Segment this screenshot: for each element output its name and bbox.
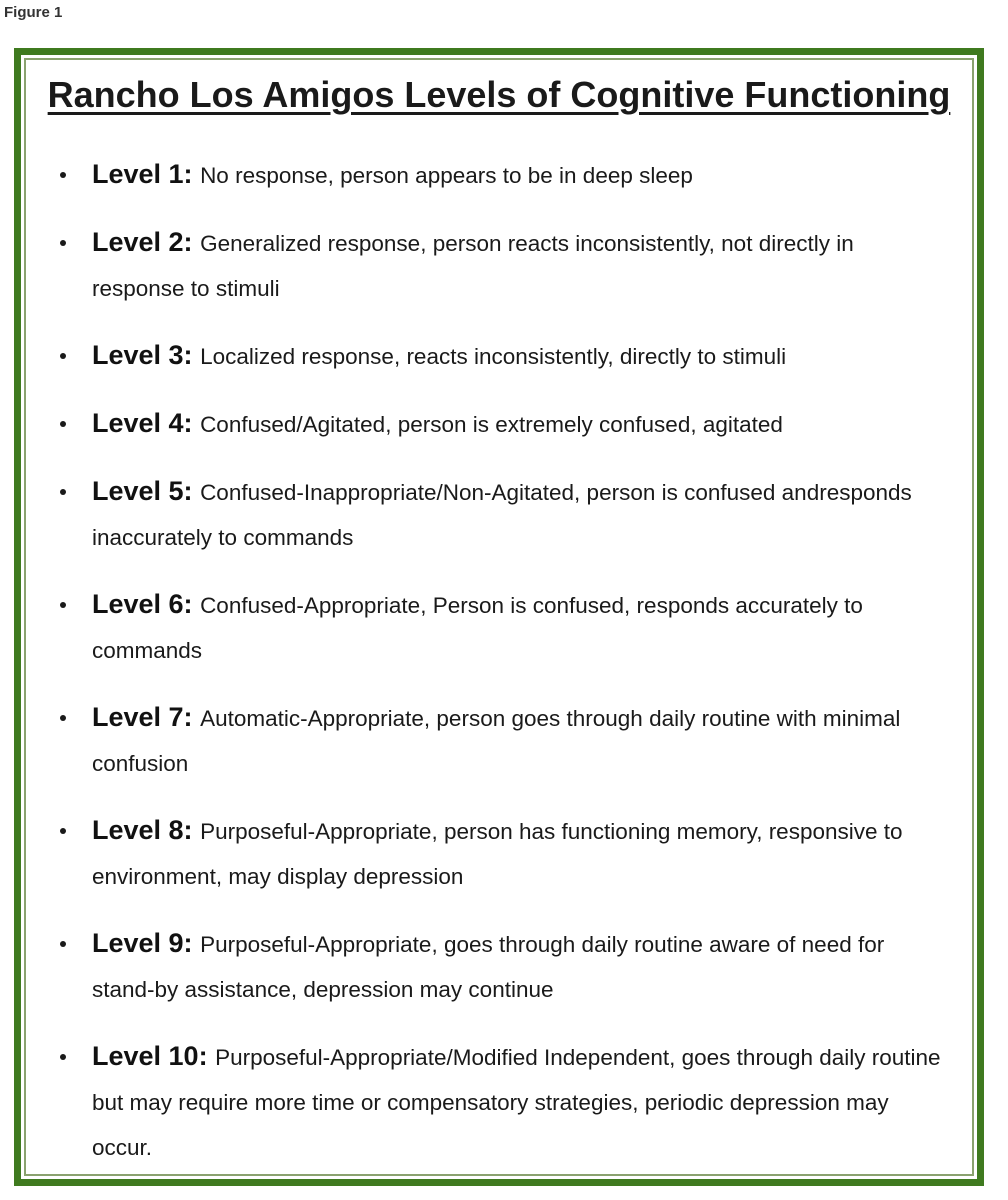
list-item-level-10 (54, 1034, 952, 1170)
level-description: Localized response, reacts inconsistently, directly to stimuli (200, 344, 787, 369)
bullet-icon (60, 941, 66, 947)
level-name: Level 2: (92, 227, 201, 257)
levels-frame (14, 48, 984, 1186)
level-name: Level 8: (92, 815, 201, 845)
level-name: Level 5: (92, 476, 201, 506)
level-name: Level 7: (92, 702, 201, 732)
list-item-level-6 (54, 582, 952, 673)
bullet-icon (60, 353, 66, 359)
level-name: Level 10: (92, 1041, 216, 1071)
level-description: No response, person appears to be in deep sleep (200, 163, 693, 188)
level-description: Purposeful-Appropriate, person has functioning memory, responsive to environment, may display depression (92, 819, 903, 889)
level-name: Level 1: (92, 159, 201, 189)
level-name: Level 6: (92, 589, 201, 619)
list-item-level-9 (54, 921, 952, 1012)
level-description: Confused-Appropriate, Person is confused, responds accurately to commands (92, 593, 863, 663)
levels-frame-inner (24, 58, 974, 1176)
level-description: Purposeful-Appropriate, goes through daily routine aware of need for stand-by assistance, depression may continue (92, 932, 885, 1002)
bullet-icon (60, 602, 66, 608)
list-item-level-2 (54, 220, 952, 311)
page-title: Rancho Los Amigos Levels of Cognitive Functioning (47, 74, 951, 115)
bullet-icon (60, 1054, 66, 1060)
list-item-level-8 (54, 808, 952, 899)
levels-list (54, 152, 952, 1190)
list-item-level-4 (54, 401, 952, 447)
bullet-icon (60, 715, 66, 721)
bullet-icon (60, 421, 66, 427)
level-description: Confused-Inappropriate/Non-Agitated, person is confused andresponds inaccurately to commands (92, 480, 912, 550)
level-name: Level 3: (92, 340, 201, 370)
list-item-level-5 (54, 469, 952, 560)
bullet-icon (60, 489, 66, 495)
bullet-icon (60, 240, 66, 246)
list-item-level-1 (54, 152, 952, 198)
level-description: Purposeful-Appropriate/Modified Independent, goes through daily routine but may require more time or compensatory strategies, periodic depression may occur. (92, 1045, 941, 1160)
figure-label: Figure 1 (4, 4, 63, 21)
level-description: Generalized response, person reacts inconsistently, not directly in response to stimuli (92, 231, 854, 301)
bullet-icon (60, 172, 66, 178)
level-description: Confused/Agitated, person is extremely confused, agitated (200, 412, 783, 437)
list-item-level-3 (54, 333, 952, 379)
bullet-icon (60, 828, 66, 834)
level-name: Level 9: (92, 928, 201, 958)
level-description: Automatic-Appropriate, person goes through daily routine with minimal confusion (92, 706, 901, 776)
list-item-level-7 (54, 695, 952, 786)
level-name: Level 4: (92, 408, 201, 438)
